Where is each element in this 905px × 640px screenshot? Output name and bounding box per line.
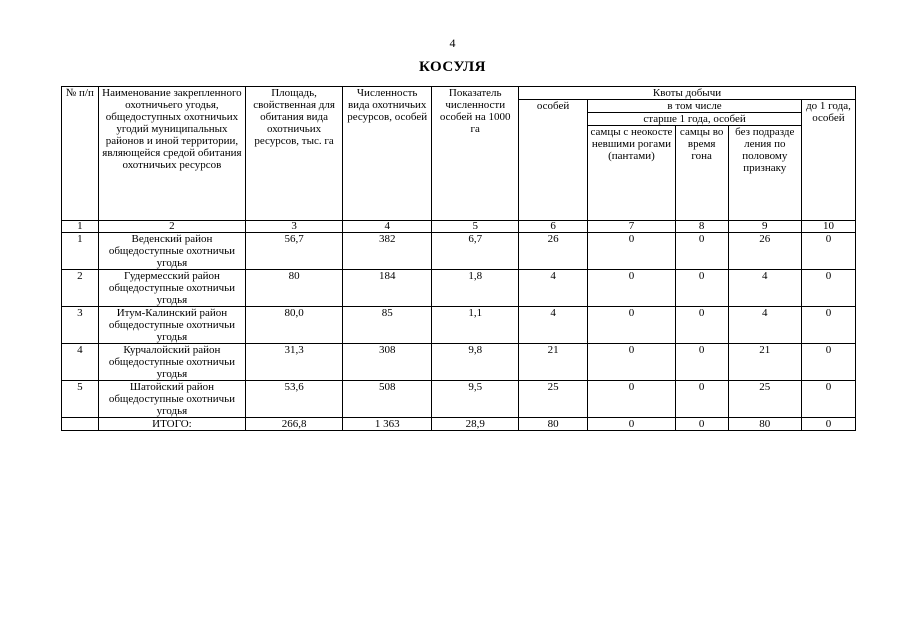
row-no-sex: 4 [728, 307, 801, 344]
column-number: 5 [432, 221, 519, 233]
row-name: Веденский район общедоступные охотничьи угодья [98, 233, 246, 270]
row-population: 508 [342, 381, 432, 418]
total-area: 266,8 [246, 418, 343, 431]
row-quota: 4 [518, 307, 587, 344]
row-quota: 26 [518, 233, 587, 270]
header-individuals: особей [518, 100, 587, 221]
row-antlers: 0 [588, 270, 676, 307]
total-label: ИТОГО: [98, 418, 246, 431]
row-antlers: 0 [588, 233, 676, 270]
page-title: КОСУЛЯ [418, 59, 487, 75]
table-row [62, 270, 856, 307]
header-males-antlers: самцы с неокосте невшими рогами (пантами) [588, 126, 676, 221]
row-no-sex: 21 [728, 344, 801, 381]
row-quota: 25 [518, 381, 587, 418]
row-antlers: 0 [588, 344, 676, 381]
row-population: 308 [342, 344, 432, 381]
total-antlers: 0 [588, 418, 676, 431]
header-population: Численность вида охотничьих ресурсов, особей [342, 87, 432, 221]
column-number: 9 [728, 221, 801, 233]
row-under-one: 0 [801, 307, 855, 344]
header-older: старше 1 года, особей [588, 113, 802, 126]
row-no-sex: 4 [728, 270, 801, 307]
row-quota: 4 [518, 270, 587, 307]
row-name: Итум-Калинский район общедоступные охотничьи угодья [98, 307, 246, 344]
total-density: 28,9 [432, 418, 519, 431]
row-name: Курчалойский район общедоступные охотничьи угодья [98, 344, 246, 381]
total-under-one: 0 [801, 418, 855, 431]
header-density: Показатель численности особей на 1000 га [432, 87, 519, 221]
row-rut: 0 [675, 270, 728, 307]
row-area: 80,0 [246, 307, 343, 344]
column-number: 6 [518, 221, 587, 233]
column-number: 1 [62, 221, 99, 233]
table-row [62, 344, 856, 381]
row-rut: 0 [675, 307, 728, 344]
row-no-sex: 25 [728, 381, 801, 418]
column-number-row [62, 221, 856, 233]
total-row [62, 418, 856, 431]
row-rut: 0 [675, 344, 728, 381]
row-number: 4 [62, 344, 99, 381]
header-name: Наименование закрепленного охотничьего угодья, общедоступных охотничьих угодий муниципальных районов и иной территории, являющейся средой обитания охотничьих ресурсов [98, 87, 246, 221]
row-density: 1,1 [432, 307, 519, 344]
header-area: Площадь, свойственная для обитания вида охотничьих ресурсов, тыс. га [246, 87, 343, 221]
row-population: 184 [342, 270, 432, 307]
row-number: 3 [62, 307, 99, 344]
row-rut: 0 [675, 233, 728, 270]
column-number: 2 [98, 221, 246, 233]
row-under-one: 0 [801, 233, 855, 270]
row-name: Шатойский район общедоступные охотничьи угодья [98, 381, 246, 418]
header-num: № п/п [62, 87, 99, 221]
row-density: 6,7 [432, 233, 519, 270]
header-under-one: до 1 года, особей [801, 100, 855, 221]
row-number: 1 [62, 233, 99, 270]
table-body [62, 233, 856, 418]
table-header [62, 87, 856, 233]
row-density: 9,8 [432, 344, 519, 381]
total-rut: 0 [675, 418, 728, 431]
row-number: 5 [62, 381, 99, 418]
table-footer [62, 418, 856, 431]
table-row [62, 307, 856, 344]
total-population: 1 363 [342, 418, 432, 431]
table-row [62, 381, 856, 418]
row-density: 9,5 [432, 381, 519, 418]
row-density: 1,8 [432, 270, 519, 307]
quota-table [61, 86, 856, 431]
column-number: 10 [801, 221, 855, 233]
header-no-sex: без подразде ления по половому признаку [728, 126, 801, 221]
column-number: 3 [246, 221, 343, 233]
row-name: Гудермесский район общедоступные охотничьи угодья [98, 270, 246, 307]
row-area: 53,6 [246, 381, 343, 418]
row-under-one: 0 [801, 381, 855, 418]
header-males-rut: самцы во время гона [675, 126, 728, 221]
row-quota: 21 [518, 344, 587, 381]
column-number: 4 [342, 221, 432, 233]
header-quotas: Квоты добычи [518, 87, 855, 100]
row-area: 31,3 [246, 344, 343, 381]
total-quota: 80 [518, 418, 587, 431]
page-number: 4 [449, 36, 456, 50]
row-under-one: 0 [801, 270, 855, 307]
row-area: 56,7 [246, 233, 343, 270]
row-rut: 0 [675, 381, 728, 418]
row-population: 85 [342, 307, 432, 344]
row-population: 382 [342, 233, 432, 270]
header-including: в том числе [588, 100, 802, 113]
row-antlers: 0 [588, 307, 676, 344]
table-row [62, 233, 856, 270]
row-no-sex: 26 [728, 233, 801, 270]
row-under-one: 0 [801, 344, 855, 381]
column-number: 8 [675, 221, 728, 233]
total-num-cell [62, 418, 99, 431]
column-number: 7 [588, 221, 676, 233]
row-antlers: 0 [588, 381, 676, 418]
row-area: 80 [246, 270, 343, 307]
total-no-sex: 80 [728, 418, 801, 431]
row-number: 2 [62, 270, 99, 307]
